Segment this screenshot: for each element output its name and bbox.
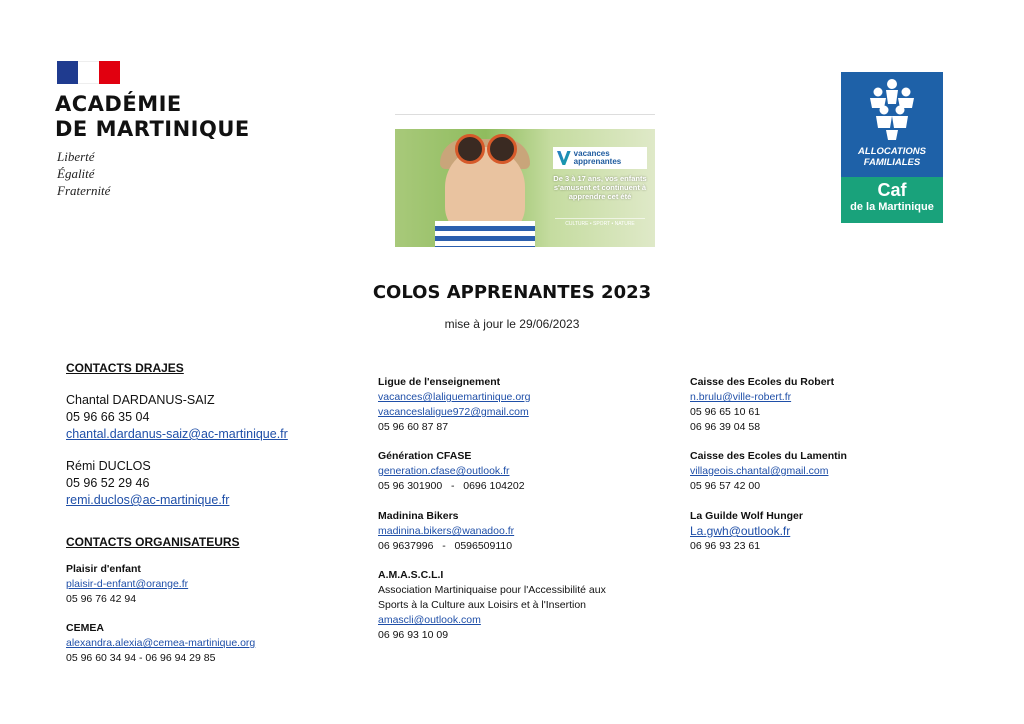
organisateur-name: CEMEA bbox=[66, 622, 104, 634]
organisateur-name: Caisse des Ecoles du Lamentin bbox=[690, 450, 847, 462]
organisateur-name: Madinina Bikers bbox=[378, 510, 459, 522]
caf-line2: FAMILIALES bbox=[863, 157, 921, 168]
organisateur-phone: 05 96 60 34 94 - 06 96 94 29 85 bbox=[66, 652, 216, 664]
organisateur-description: Association Martiniquaise pour l'Accessibilité aux bbox=[378, 584, 606, 596]
organisateur-email-link[interactable]: vacances@laliguemartinique.org bbox=[378, 391, 531, 403]
organisateur-email-link[interactable]: plaisir-d-enfant@orange.fr bbox=[66, 578, 189, 590]
caf-line1: ALLOCATIONS bbox=[858, 146, 926, 157]
organisateur-email-link[interactable]: La.gwh@outlook.fr bbox=[690, 524, 791, 538]
drajes-contact bbox=[66, 392, 288, 443]
contact-email-link[interactable]: chantal.dardanus-saiz@ac-martinique.fr bbox=[66, 427, 288, 441]
organisateur-name: Ligue de l'enseignement bbox=[378, 376, 501, 388]
banner-tagline: De 3 à 17 ans, vos enfants s'amusent et continuent à apprendre cet été bbox=[553, 174, 647, 201]
contact-phone: 05 96 52 29 46 bbox=[66, 476, 150, 490]
organisateur-name: La Guilde Wolf Hunger bbox=[690, 510, 803, 522]
organisateur-email-link[interactable]: villageois.chantal@gmail.com bbox=[690, 465, 829, 477]
organisateur-description: Sports à la Culture aux Loisirs et à l'Insertion bbox=[378, 599, 587, 611]
update-date: mise à jour le 29/06/2023 bbox=[444, 317, 580, 331]
organisateur-entry bbox=[66, 621, 255, 666]
organisateurs-heading: CONTACTS ORGANISATEURS bbox=[66, 535, 240, 549]
vacances-logo-box bbox=[553, 147, 647, 169]
organisateur-email-link[interactable]: generation.cfase@outlook.fr bbox=[378, 465, 510, 477]
contact-name: Chantal DARDANUS-SAIZ bbox=[66, 393, 215, 407]
academie-line1: ACADÉMIE bbox=[55, 92, 182, 116]
caf-region: de la Martinique bbox=[850, 201, 934, 213]
organisateur-email-link[interactable]: n.brulu@ville-robert.fr bbox=[690, 391, 792, 403]
drajes-contact bbox=[66, 458, 229, 509]
family-figures-icon bbox=[866, 78, 918, 140]
contact-name: Rémi DUCLOS bbox=[66, 459, 151, 473]
page-title: COLOS APPRENANTES 2023 bbox=[372, 282, 652, 303]
organisateur-email-link[interactable]: vacanceslaligue972@gmail.com bbox=[378, 406, 529, 418]
organisateur-entry bbox=[690, 509, 803, 554]
organisateur-email-link[interactable]: alexandra.alexia@cemea-martinique.org bbox=[66, 637, 256, 649]
organisateur-phone: 05 96 301900 - 0696 104202 bbox=[378, 480, 525, 492]
organisateur-entry bbox=[378, 509, 514, 554]
devise-liberte: Liberté bbox=[57, 149, 95, 164]
drajes-heading: CONTACTS DRAJES bbox=[66, 361, 184, 375]
vacances-apprenantes-banner bbox=[395, 129, 655, 247]
caf-allocations-text bbox=[841, 146, 943, 168]
organisateur-email-link[interactable]: madinina.bikers@wanadoo.fr bbox=[378, 525, 515, 537]
organisateur-name: Caisse des Ecoles du Robert bbox=[690, 376, 835, 388]
organisateur-phone: 05 96 65 10 61 bbox=[690, 406, 761, 418]
marianne-flag-logo bbox=[57, 61, 120, 84]
organisateur-entry bbox=[66, 562, 188, 607]
organisateur-entry bbox=[690, 375, 834, 435]
organisateur-phone: 05 96 76 42 94 bbox=[66, 593, 137, 605]
organisateur-phone: 05 96 60 87 87 bbox=[378, 421, 449, 433]
child-shirt bbox=[435, 221, 535, 247]
organisateur-name: A.M.A.S.C.L.I bbox=[378, 569, 444, 581]
organisateur-name: Génération CFASE bbox=[378, 450, 472, 462]
banner-footer: CULTURE • SPORT • NATURE bbox=[555, 218, 645, 227]
organisateur-phone: 05 96 57 42 00 bbox=[690, 480, 761, 492]
devise-egalite: Égalité bbox=[57, 166, 95, 181]
banner-divider bbox=[395, 114, 655, 115]
organisateur-phone: 06 9637996 - 0596509110 bbox=[378, 540, 513, 552]
organisateur-phone: 06 96 93 10 09 bbox=[378, 629, 449, 641]
organisateur-phone: 06 96 93 23 61 bbox=[690, 540, 761, 552]
caf-name: Caf bbox=[877, 180, 907, 200]
caf-logo bbox=[841, 72, 943, 223]
binoculars-icon bbox=[455, 134, 485, 164]
contact-phone: 05 96 66 35 04 bbox=[66, 410, 150, 424]
organisateur-phone: 06 96 39 04 58 bbox=[690, 421, 761, 433]
academie-line2: DE MARTINIQUE bbox=[55, 117, 250, 141]
binoculars-icon bbox=[487, 134, 517, 164]
devise bbox=[57, 148, 110, 199]
organisateur-entry bbox=[378, 568, 606, 643]
devise-fraternite: Fraternité bbox=[57, 183, 111, 198]
organisateur-name: Plaisir d'enfant bbox=[66, 563, 141, 575]
vacances-brand: vacances apprenantes bbox=[573, 149, 622, 166]
contact-email-link[interactable]: remi.duclos@ac-martinique.fr bbox=[66, 493, 230, 507]
organisateur-email-link[interactable]: amascli@outlook.com bbox=[378, 614, 481, 626]
organisateur-entry bbox=[378, 449, 525, 494]
academie-logo-text bbox=[55, 92, 250, 142]
vacances-v-icon bbox=[557, 151, 571, 165]
organisateur-entry bbox=[690, 449, 847, 494]
organisateur-entry bbox=[378, 375, 531, 435]
